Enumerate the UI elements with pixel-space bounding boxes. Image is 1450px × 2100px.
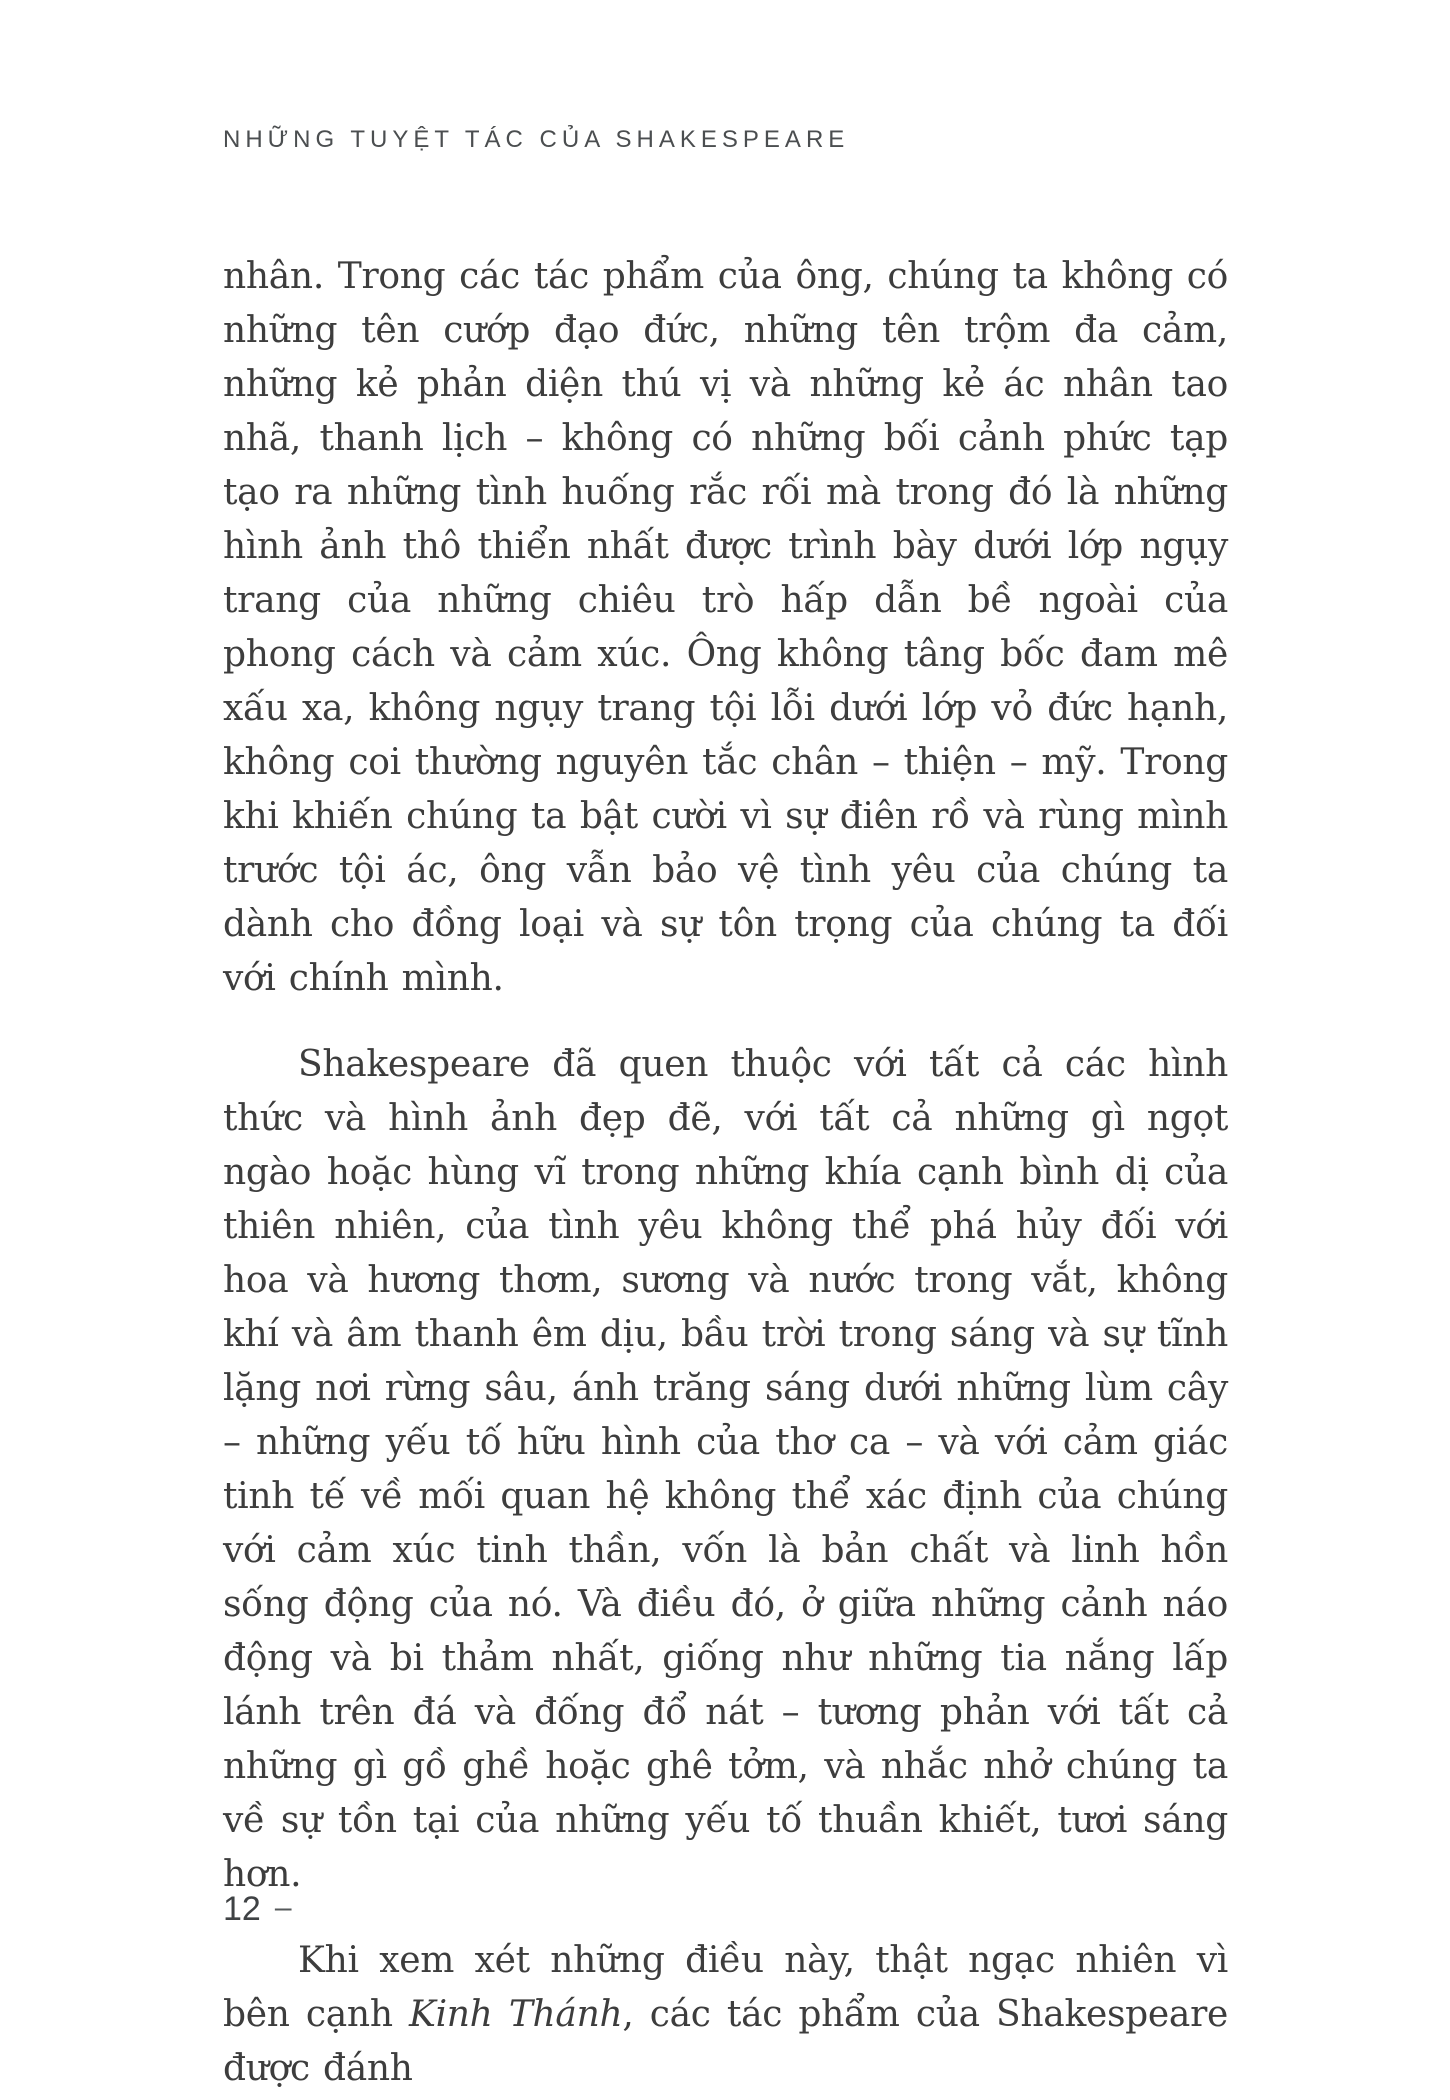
running-header: NHỮNG TUYỆT TÁC CỦA SHAKESPEARE xyxy=(223,126,850,153)
italic-text: Kinh Thánh xyxy=(408,1994,623,2035)
page-number-dash: – xyxy=(274,1890,292,1924)
paragraph: Khi xem xét những điều này, thật ngạc nhiên vì bên cạnh Kinh Thánh, các tác phẩm của Shakespeare được đánh xyxy=(223,1940,1228,2089)
page-footer xyxy=(223,1890,292,1929)
body-text xyxy=(223,250,1228,2096)
paragraph: Shakespeare đã quen thuộc với tất cả các hình thức và hình ảnh đẹp đẽ, với tất cả những gì ngọt ngào hoặc hùng vĩ trong những khía cạnh bình dị của thiên nhiên, của tình yêu không thể phá hủy đối với hoa và hương thơm, sương và nước trong vắt, không khí và âm thanh êm dịu, bầu trời trong sáng và sự tĩnh lặng nơi rừng sâu, ánh trăng sáng dưới những lùm cây – những yếu tố hữu hình của thơ ca – và với cảm giác tinh tế về mối quan hệ không thể xác định của chúng với cảm xúc tinh thần, vốn là bản chất và linh hồn sống động của nó. Và điều đó, ở giữa những cảnh náo động và bi thảm nhất, giống như những tia nắng lấp lánh trên đá và đống đổ nát – tương phản với tất cả những gì gồ ghề hoặc ghê tởm, và nhắc nhở chúng ta về sự tồn tại của những yếu tố thuần khiết, tươi sáng hơn. xyxy=(223,1044,1228,1895)
page-number: 12 xyxy=(223,1890,261,1928)
paragraph: nhân. Trong các tác phẩm của ông, chúng ta không có những tên cướp đạo đức, những tên trộm đa cảm, những kẻ phản diện thú vị và những kẻ ác nhân tao nhã, thanh lịch – không có những bối cảnh phức tạp tạo ra những tình huống rắc rối mà trong đó là những hình ảnh thô thiển nhất được trình bày dưới lớp ngụy trang của những chiêu trò hấp dẫn bề ngoài của phong cách và cảm xúc. Ông không tâng bốc đam mê xấu xa, không ngụy trang tội lỗi dưới lớp vỏ đức hạnh, không coi thường nguyên tắc chân – thiện – mỹ. Trong khi khiến chúng ta bật cười vì sự điên rồ và rùng mình trước tội ác, ông vẫn bảo vệ tình yêu của chúng ta dành cho đồng loại và sự tôn trọng của chúng ta đối với chính mình. xyxy=(223,256,1228,999)
